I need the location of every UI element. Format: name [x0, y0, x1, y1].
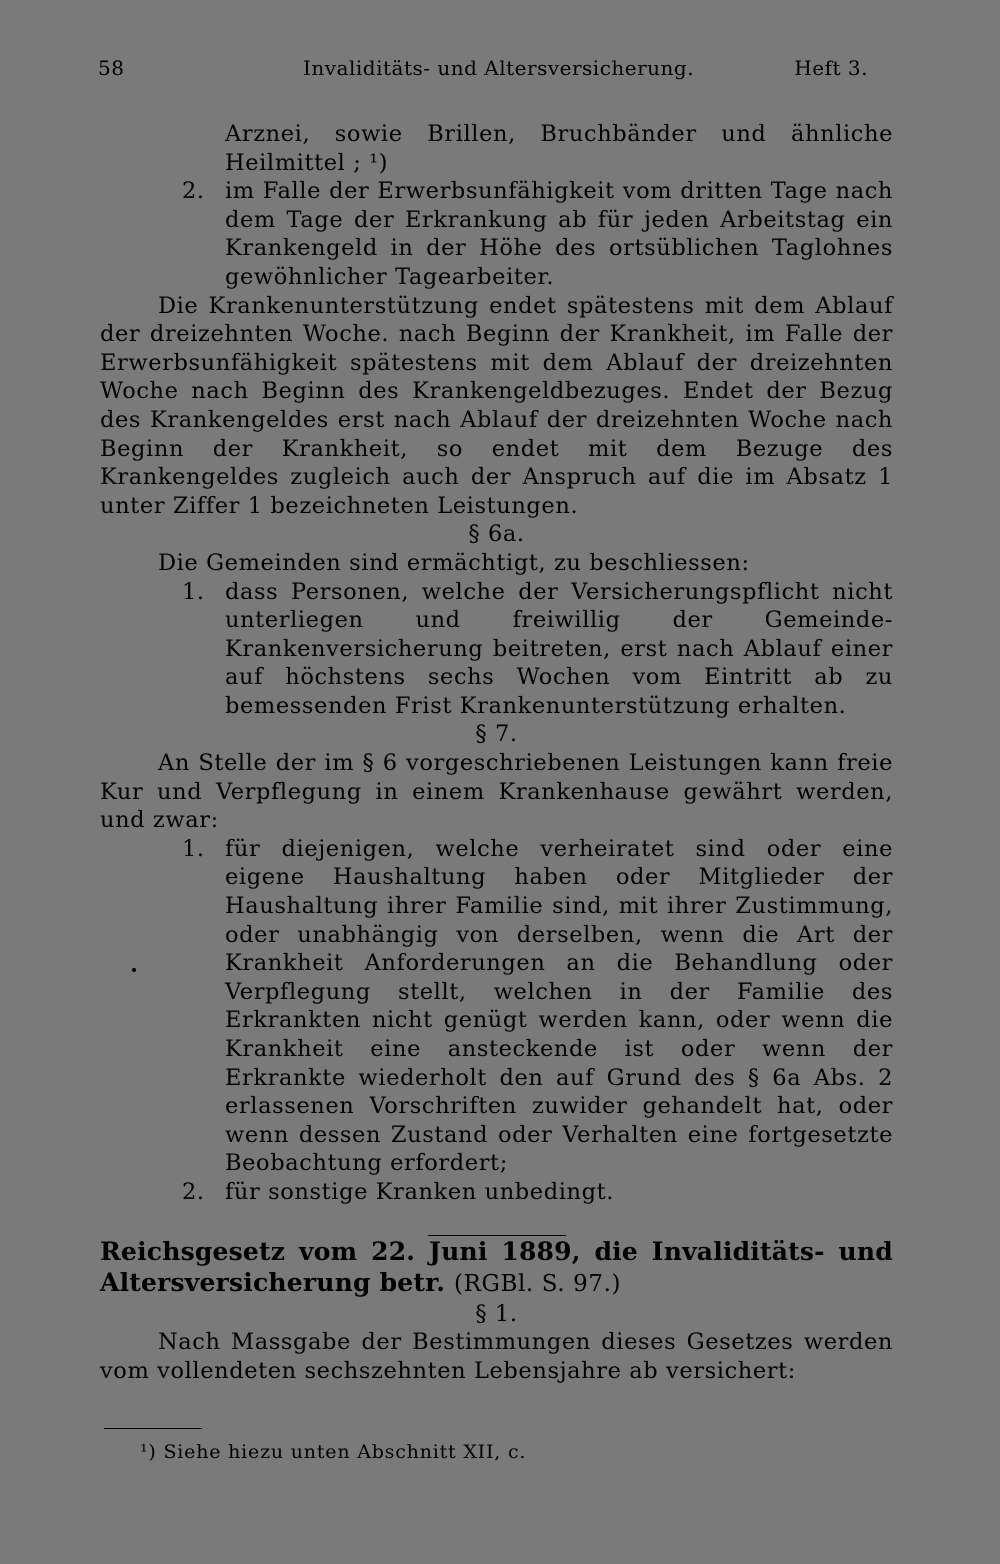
page-body: [100, 120, 893, 1385]
issue-label: Heft 3.: [794, 56, 868, 80]
footnote: ¹) Siehe hiezu unten Abschnitt XII, c.: [140, 1441, 527, 1463]
list-item: [100, 578, 893, 721]
list-item: [100, 1178, 893, 1207]
item-text: für diejenigen, welche verheiratet sind oder eine eigene Haushaltung haben oder Mitglieder der Haushaltung ihrer Familie sind, mit ihrer Zustimmung, oder unabhängig von derselben, wenn die Art der Krankheit Anforderungen an die Behandlung oder Verpflegung stellt, welchen in der Familie des Erkrankten nicht genügt werden kann, oder wenn die Krankheit eine ansteckende ist oder wenn der Erkrankte wiederholt den auf Grund des § 6a Abs. 2 erlassenen Vorschriften zuwider gehandelt hat, oder wenn dessen Zustand oder Verhalten eine fortgesetzte Beobachtung erfordert;: [225, 835, 893, 1177]
paragraph: Nach Massgabe der Bestimmungen dieses Gesetzes werden vom vollendeten sechszehnten Lebensjahre ab versichert:: [100, 1329, 893, 1384]
list-item: [100, 835, 893, 1178]
print-speck: [132, 968, 136, 972]
item-number: 1.: [182, 835, 205, 862]
footnote-rule: [104, 1428, 202, 1429]
section-heading-6a: § 6a.: [468, 521, 525, 548]
law-title-text: Reichsgesetz vom 22. Juni 1889, die Invaliditäts- und Altersversicherung betr.: [100, 1236, 893, 1297]
section-heading-7: § 7.: [475, 721, 518, 748]
page-number: 58: [98, 56, 125, 80]
item-number: 2.: [182, 1178, 205, 1205]
continued-item-text: Arznei, sowie Brillen, Bruchbänder und ähnliche Heilmittel ; ¹): [225, 121, 893, 176]
item-text: im Falle der Erwerbsunfähigkeit vom dritten Tage nach dem Tage der Erkrankung ab für jeden Arbeitstag ein Krankengeld in der Höhe des ortsüblichen Taglohnes gewöhnlicher Tagearbeiter.: [225, 178, 893, 290]
running-title: Invaliditäts- und Altersversicherung.: [303, 56, 695, 80]
list-item: [100, 177, 893, 291]
item-text: dass Personen, welche der Versicherungspflicht nicht unterliegen und freiwillig der Gemeinde-Krankenversicherung beitreten, erst nach Ablauf einer auf höchstens sechs Wochen vom Eintritt ab zu bemessenden Frist Krankenunterstützung erhalten.: [225, 578, 893, 719]
item-number: 2.: [182, 178, 205, 205]
paragraph: Die Krankenunterstützung endet spätestens mit dem Ablauf der dreizehnten Woche. nach Beginn der Krankheit, im Falle der Erwerbsunfähigkeit spätestens mit dem Ablauf der dreizehnten Woche nach Beginn des Krankengeldbezuges. Endet der Bezug des Krankengeldes erst nach Ablauf der dreizehnten Woche nach Beginn der Krankheit, so endet mit dem Bezuge des Krankengeldes zugleich auch der Anspruch auf die im Absatz 1 unter Ziffer 1 bezeichneten Leistungen.: [100, 292, 893, 519]
item-text: für sonstige Kranken unbedingt.: [225, 1178, 615, 1205]
law-reference: (RGBl. S. 97.): [454, 1270, 622, 1297]
law-title: [100, 1236, 893, 1300]
item-number: 1.: [182, 578, 205, 605]
paragraph: An Stelle der im § 6 vorgeschriebenen Leistungen kann freie Kur und Verpflegung in einem Krankenhause gewährt werden, und zwar:: [100, 750, 893, 834]
paragraph: Die Gemeinden sind ermächtigt, zu beschliessen:: [158, 549, 750, 576]
section-heading-1: § 1.: [475, 1300, 518, 1327]
